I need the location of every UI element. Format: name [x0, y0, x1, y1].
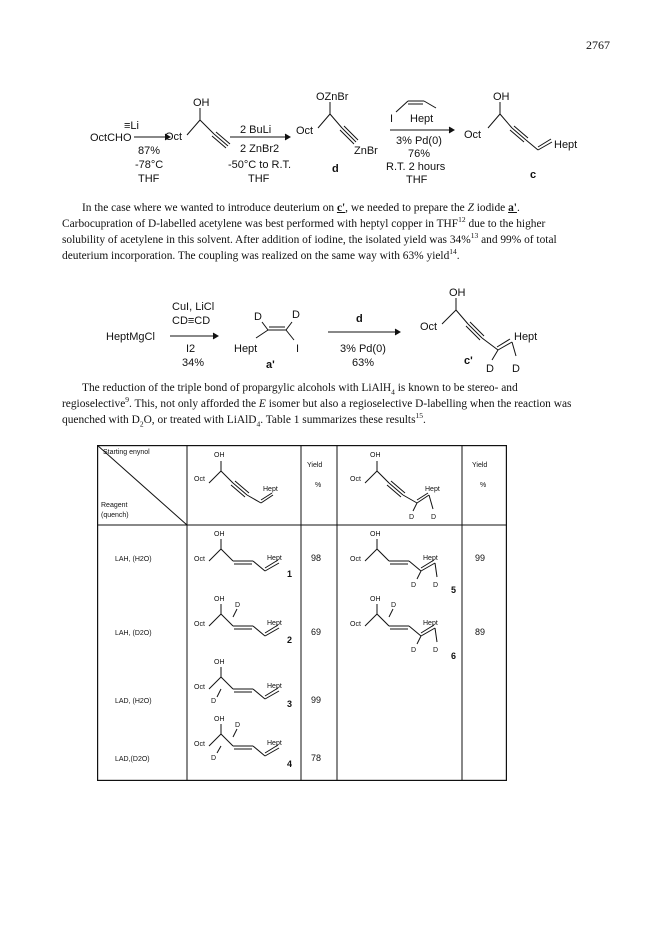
- table-1-graphic: [97, 445, 507, 781]
- p2-l2s: 9: [125, 395, 129, 405]
- s1-cond1-temp: -78°C: [135, 159, 164, 171]
- p2-l2b: . This, not only afforded the: [129, 398, 259, 410]
- s1-d-ozn: OZnBr: [316, 91, 349, 103]
- t-r3-yield1: 99: [311, 695, 322, 705]
- p2-l1s: 4: [391, 387, 395, 397]
- s2-yield1: 34%: [182, 357, 205, 369]
- p1-l2b: due to the higher: [465, 218, 546, 230]
- s1-int1-oct: Oct: [165, 131, 183, 143]
- p2-l3s2: 4: [256, 419, 261, 429]
- s1-d-oct: Oct: [296, 125, 314, 137]
- t-r3-num1: 3: [287, 699, 293, 709]
- p1-l1a: In the case where we wanted to introduce deuterium on: [82, 202, 337, 214]
- p2-l3s3: 15: [415, 411, 424, 421]
- t-r1-num1: 1: [287, 569, 293, 579]
- s2-c-oct: Oct: [420, 321, 438, 333]
- p2-l2a: regioselective: [62, 398, 126, 410]
- t-r3-reagent: LAD, (H2O): [115, 698, 152, 705]
- t-h1-oh: OH: [214, 452, 225, 459]
- p1-l2s: 12: [458, 215, 466, 225]
- t-r3-d: D: [211, 698, 217, 705]
- s2-reagent-c: I2: [186, 343, 196, 355]
- s1-iodide-hept: Hept: [410, 113, 434, 125]
- t-r1-oct: Oct: [194, 556, 205, 563]
- t-r2-d: D: [235, 602, 241, 609]
- s1-d-label: d: [332, 163, 339, 175]
- s2-reagent-a: CuI, LiCl: [172, 301, 215, 313]
- t-h1-oct: Oct: [194, 476, 205, 483]
- s2-a-i: I: [296, 343, 300, 355]
- p1-l3s: 13: [470, 231, 479, 241]
- t-r4-reagent: LAD,(D2O): [115, 756, 150, 763]
- s1-reagent2a: 2 BuLi: [240, 124, 272, 136]
- s2-reagent-d: d: [356, 313, 363, 325]
- t-r6-d1: D: [411, 647, 417, 654]
- t-r1-yield1: 98: [311, 553, 322, 563]
- t-h2-d2: D: [431, 514, 437, 521]
- s2-c-hept: Hept: [514, 331, 538, 343]
- s2-a-d2: D: [292, 309, 300, 321]
- t-corner-bottom1: Reagent: [101, 502, 128, 509]
- s1-cond3-solvent: THF: [406, 174, 428, 186]
- s2-a-hept: Hept: [234, 343, 258, 355]
- t-h2-hept: Hept: [425, 486, 440, 493]
- t-r2-hept: Hept: [267, 620, 282, 627]
- s1-reagent2b: 2 ZnBr2: [240, 143, 280, 155]
- t-r1-oh: OH: [214, 531, 225, 538]
- t-r2-reagent: LAH, (D2O): [115, 630, 152, 637]
- s2-reagent-b: CD≡CD: [172, 315, 211, 327]
- p2-l1b: is known to be stereo- and: [394, 382, 518, 394]
- s1-cond1-solvent: THF: [138, 173, 160, 185]
- t-r5-oh: OH: [370, 531, 381, 538]
- reaction-scheme-1: [90, 88, 590, 198]
- p2-l3b: O, or treated with LiAlD: [143, 414, 257, 426]
- t-yield-unit-2: %: [480, 482, 487, 489]
- t-r2-num2: 6: [451, 651, 457, 661]
- s1-c-label: c: [530, 169, 537, 181]
- s1-cond1-yield: 87%: [138, 145, 161, 157]
- t-r5-d1: D: [411, 582, 417, 589]
- t-r5-d2: D: [433, 582, 439, 589]
- t-r2-num1: 2: [287, 635, 293, 645]
- p1-l3a: solubility of acetylene in this solvent. After addition of iodine, the isolated yield was 34%: [62, 234, 471, 246]
- t-h1-hept: Hept: [263, 486, 278, 493]
- t-r4-hept: Hept: [267, 740, 282, 747]
- t-r4-d1: D: [211, 755, 217, 762]
- p2-l2d: isomer but also a regioselective D-labelling when the reaction was: [265, 398, 572, 410]
- t-corner-top: Starting enynol: [103, 449, 150, 456]
- p1-l4s: 14: [449, 247, 457, 257]
- t-yield-header-1: Yield: [307, 462, 323, 469]
- s2-a-d1: D: [254, 311, 262, 323]
- p2-l3d: .: [423, 414, 426, 426]
- t-yield-unit-1: %: [315, 482, 322, 489]
- p2-l3c: . Table 1 summarizes these results: [260, 414, 416, 426]
- table-1: [97, 445, 507, 781]
- s1-cond2-solvent: THF: [248, 173, 270, 185]
- t-corner-bottom2: (quench): [101, 512, 129, 519]
- s2-yield2: 63%: [352, 357, 375, 369]
- p1-l1b: c': [336, 202, 346, 214]
- p2-l3a: quenched with D: [62, 414, 140, 426]
- s2-c-d1: D: [486, 363, 494, 375]
- s1-start: OctCHO: [90, 132, 132, 144]
- s2-c-d2: D: [512, 363, 520, 375]
- t-r4-yield1: 78: [311, 753, 322, 763]
- t-r2-yield1: 69: [311, 627, 322, 637]
- t-r4-d2: D: [235, 722, 241, 729]
- p1-l4a: deuterium incorporation. The coupling was realized on the same way with 63% yield: [62, 250, 450, 262]
- p1-l1c: , we needed to prepare the: [345, 202, 468, 214]
- p1-l1d: Z: [467, 202, 474, 214]
- t-r5-oct: Oct: [350, 556, 361, 563]
- t-r4-oh: OH: [214, 716, 225, 723]
- t-h2-oh: OH: [370, 452, 381, 459]
- t-r4-oct: Oct: [194, 741, 205, 748]
- s1-cond3-time: R.T. 2 hours: [386, 161, 446, 173]
- page-number: 2767: [586, 38, 610, 52]
- p2-l1a: The reduction of the triple bond of propargylic alcohols with LiAlH: [82, 382, 392, 394]
- s2-a-label: a': [266, 359, 275, 371]
- t-r3-oct: Oct: [194, 684, 205, 691]
- t-h2-oct: Oct: [350, 476, 361, 483]
- t-r5-hept: Hept: [423, 555, 438, 562]
- p1-l1g: .: [516, 202, 520, 214]
- t-r4-num1: 4: [287, 759, 293, 769]
- s2-c-label: c': [464, 355, 473, 367]
- p1-l1f: a': [508, 202, 517, 214]
- p1-l2a: Carbocupration of D-labelled acetylene was best performed with heptyl copper in THF: [62, 218, 459, 230]
- t-r1-yield2: 99: [475, 553, 486, 563]
- s1-d-znbr: ZnBr: [354, 145, 378, 157]
- t-r3-hept: Hept: [267, 683, 282, 690]
- s1-c-oct: Oct: [464, 129, 482, 141]
- s1-int1-oh: OH: [193, 97, 210, 109]
- t-r2-oct: Oct: [194, 621, 205, 628]
- p1-l3b: and 99% of total: [478, 234, 557, 246]
- p2-l2c: E: [258, 398, 266, 410]
- t-r1-num2: 5: [451, 585, 457, 595]
- paragraph-2: [62, 380, 590, 428]
- s2-cond-cat: 3% Pd(0): [340, 343, 386, 355]
- t-h2-d1: D: [409, 514, 415, 521]
- t-r1-hept: Hept: [267, 555, 282, 562]
- t-r2-yield2: 89: [475, 627, 486, 637]
- s1-iodide-i: I: [390, 113, 394, 125]
- s1-c-oh: OH: [493, 91, 510, 103]
- t-r6-d0: D: [391, 602, 397, 609]
- s2-start: HeptMgCl: [106, 331, 155, 343]
- reaction-scheme-2: [106, 284, 586, 384]
- t-r6-hept: Hept: [423, 620, 438, 627]
- t-r2-oh: OH: [214, 596, 225, 603]
- t-yield-header-2: Yield: [472, 462, 488, 469]
- t-r6-oh: OH: [370, 596, 381, 603]
- s1-cond2-temp: -50°C to R.T.: [228, 159, 292, 171]
- p2-l3s1: 2: [139, 419, 144, 429]
- s1-c-hept: Hept: [554, 139, 578, 151]
- s1-reagent1: ≡Li: [124, 120, 139, 132]
- t-r1-reagent: LAH, (H2O): [115, 556, 152, 563]
- t-r6-d2: D: [433, 647, 439, 654]
- paragraph-1: [62, 200, 590, 264]
- p1-l1e: iodide: [473, 202, 509, 214]
- s2-c-oh: OH: [449, 287, 466, 299]
- s1-cond3-cat: 3% Pd(0): [396, 135, 442, 147]
- p1-l4b: .: [456, 250, 460, 262]
- t-r6-oct: Oct: [350, 621, 361, 628]
- t-r3-oh: OH: [214, 659, 225, 666]
- s1-cond3-yield: 76%: [408, 148, 431, 160]
